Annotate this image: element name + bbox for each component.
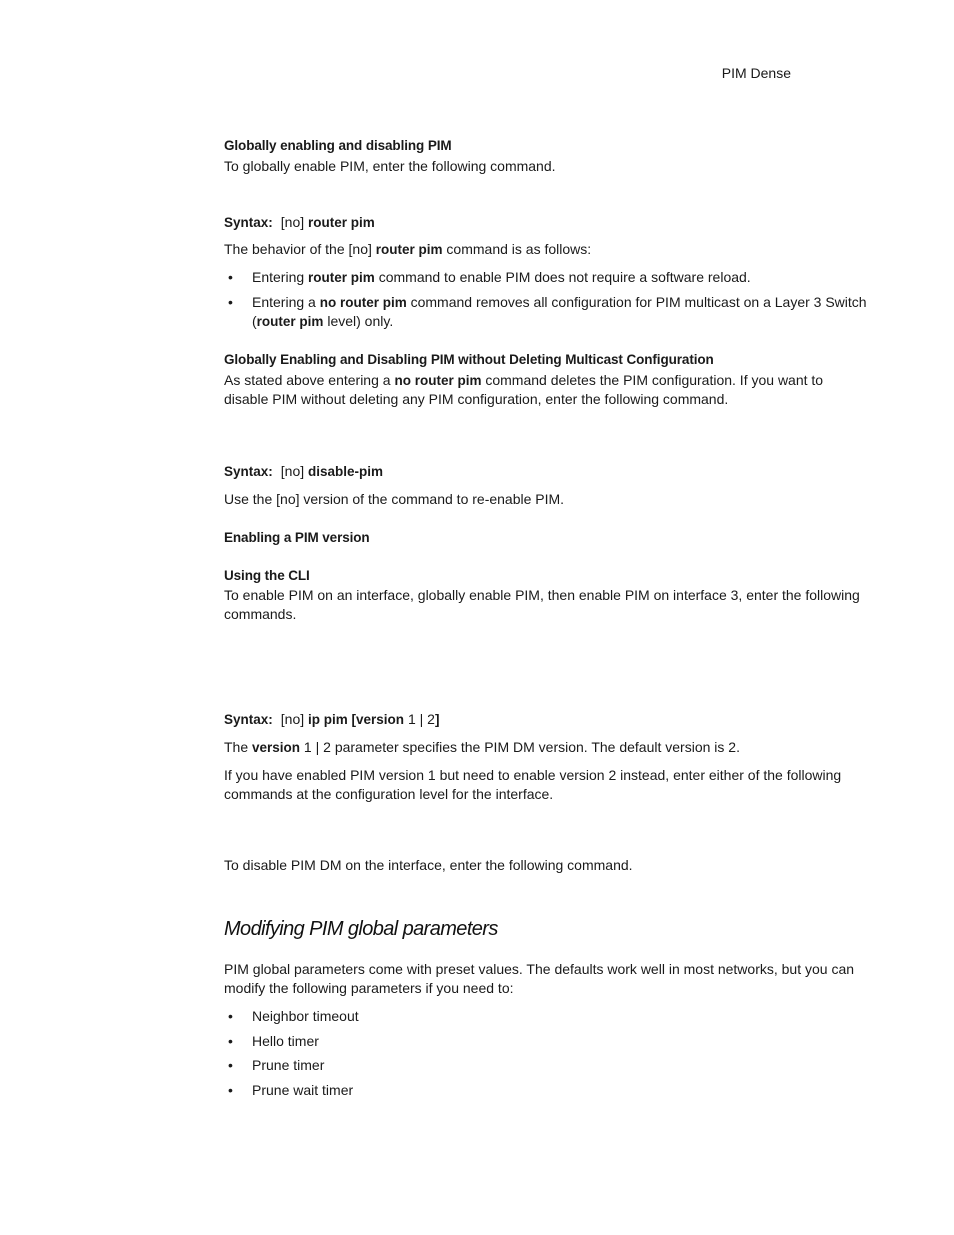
syntax-command: disable-pim xyxy=(308,464,384,479)
text-run: command removes all configuration for PIM multicast on a Layer 3 Switch ( xyxy=(252,294,867,329)
bullet-glyph: • xyxy=(228,1082,233,1098)
syntax-disable-pim xyxy=(224,462,869,481)
syntax-option: [no] xyxy=(280,463,305,479)
syntax-router-pim xyxy=(224,213,869,232)
paragraph-version-switch: If you have enabled PIM version 1 but need to enable version 2 instead, enter either of the following commands at the configuration level for the interface. xyxy=(224,767,842,802)
command-term: router pim xyxy=(375,242,443,257)
text-run: Entering a xyxy=(252,294,320,310)
text-run: Entering xyxy=(252,269,309,285)
syntax-argument: 1 | 2 xyxy=(407,711,435,727)
list-item xyxy=(224,268,869,290)
text-run: The behavior of the [no] xyxy=(224,241,376,257)
text-run: command deletes the PIM configuration. If you want to disable PIM without deleting any PIM configuration, enter the following command. xyxy=(224,372,824,407)
section-heading-enable-pim: Globally enabling and disabling PIM xyxy=(224,138,452,153)
paragraph-version-intro: To enable PIM on an interface, globally enable PIM, then enable PIM on interface 3, enter the following commands. xyxy=(224,587,860,622)
syntax-label: Syntax: xyxy=(224,464,273,479)
subheading-using-cli: Using the CLI xyxy=(224,568,310,583)
paragraph-enable-intro: To globally enable PIM, enter the following command. xyxy=(224,158,556,174)
text-run: command is as follows: xyxy=(442,241,592,257)
list-item xyxy=(224,293,869,333)
syntax-label: Syntax: xyxy=(224,215,273,230)
section-heading-pim-version: Enabling a PIM version xyxy=(224,530,370,545)
command-term: router pim xyxy=(308,270,375,285)
syntax-label: Syntax: xyxy=(224,712,273,727)
command-term: version xyxy=(252,740,301,755)
text-run: The xyxy=(224,739,253,755)
bullet-glyph: • xyxy=(228,294,233,310)
paragraph-disable-intro xyxy=(224,371,869,409)
list-item xyxy=(224,1007,869,1029)
paragraph-behavior xyxy=(224,240,869,259)
syntax-option: [no] xyxy=(280,711,305,727)
bullet-glyph: • xyxy=(228,1008,233,1024)
syntax-ip-pim-version xyxy=(224,710,869,729)
list-item xyxy=(224,1032,869,1054)
paragraph-reenable-note: Use the [no] version of the command to re-enable PIM. xyxy=(224,491,565,507)
list-item-label: Prune wait timer xyxy=(252,1082,354,1098)
text-run: As stated above entering a xyxy=(224,372,395,388)
command-term: no router pim xyxy=(394,373,482,388)
paragraph-global-params-intro: PIM global parameters come with preset values. The defaults work well in most networks, but you can modify the following parameters if you need to: xyxy=(224,961,855,996)
list-item-label: Hello timer xyxy=(252,1033,319,1049)
command-term: router pim xyxy=(256,314,324,329)
bullet-glyph: • xyxy=(228,1033,233,1049)
section-heading-disable-without-deleting: Globally Enabling and Disabling PIM without Deleting Multicast Configuration xyxy=(224,352,714,367)
list-item-label: Prune timer xyxy=(252,1057,325,1073)
syntax-command: router pim xyxy=(308,215,375,230)
bullet-glyph: • xyxy=(228,1057,233,1073)
syntax-command: ip pim [version xyxy=(308,712,405,727)
paragraph-disable-dm: To disable PIM DM on the interface, enter the following command. xyxy=(224,857,633,873)
text-run: level) only. xyxy=(323,313,394,329)
section-title-global-parameters: Modifying PIM global parameters xyxy=(224,918,498,940)
text-run: command to enable PIM does not require a software reload. xyxy=(374,269,751,285)
syntax-bracket: ] xyxy=(434,712,440,727)
list-item-label: Neighbor timeout xyxy=(252,1008,359,1024)
running-header: PIM Dense xyxy=(721,65,791,81)
list-item xyxy=(224,1081,869,1103)
paragraph-version-param xyxy=(224,738,869,757)
text-run: 1 | 2 parameter specifies the PIM DM version. The default version is 2. xyxy=(300,739,740,755)
command-term: no router pim xyxy=(319,295,407,310)
syntax-option: [no] xyxy=(280,214,305,230)
list-item xyxy=(224,1056,869,1078)
bullet-glyph: • xyxy=(228,269,233,285)
